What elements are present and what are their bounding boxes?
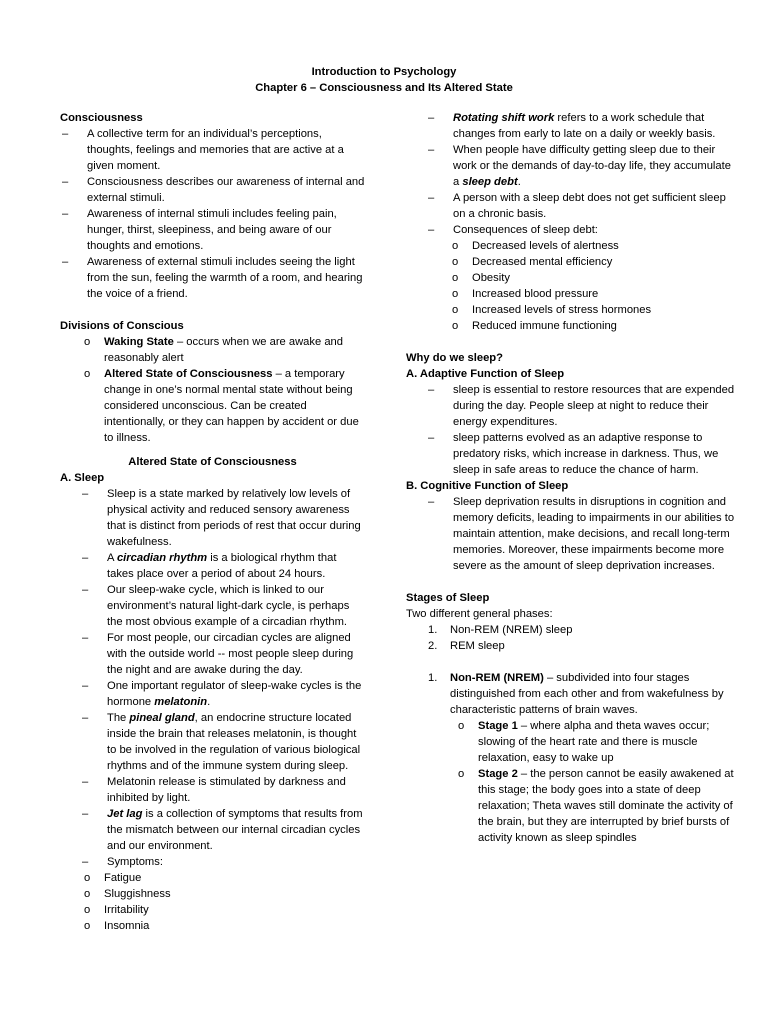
nrem-list [426,670,736,718]
list-item [426,110,736,142]
symptoms-list [80,870,365,934]
list-item [426,670,736,718]
section-heading-divisions: Divisions of Conscious [60,320,184,332]
section-heading-altered-state: Altered State of Consciousness [128,456,297,468]
stages-intro: Two different general phases: [406,608,553,620]
list-item [80,710,365,774]
text: – the person cannot be easily awakened at this stage; the body goes into a state of deep relaxation; Theta waves still dominate the activity of the brain, but they are interrupted by brief bursts of activity known as sleep spindles [478,768,734,844]
nrem-stages-list [454,718,736,846]
consequences-list [448,238,736,334]
sleep-list [80,486,365,870]
divisions-list [80,334,365,446]
text: When people have difficulty getting sleep due to their work or the demands of day-to-day life, they accumulate a [453,144,731,188]
term: Altered State of Consciousness [104,368,273,380]
text: The [107,712,130,724]
list-item: – Sleep deprivation results in disruptions in cognition and memory deficits, leading to impairments in our abilities to maintain attention, make decisions, and recall long-term memories. Moreover, these impairments become more severe as the amount of sleep deprivation increases. [426,494,736,574]
text: One important regulator of sleep-wake cycles is the hormone [107,680,362,708]
list-item [454,718,736,766]
list-item: o Sluggishness [80,886,365,902]
term: Non-REM (NREM) [450,672,544,684]
section-heading-why-sleep: Why do we sleep? [406,352,503,364]
list-item: – sleep is essential to restore resources that are expended during the day. People sleep at night to reduce their energy expenditures. [426,382,736,430]
list-item [426,638,736,654]
list-item [80,334,365,366]
list-item: – Awareness of internal stimuli includes feeling pain, hunger, thirst, sleepiness, and being aware of our thoughts and emotions. [60,206,365,254]
text: Non-REM (NREM) sleep [450,624,573,636]
list-item: – A person with a sleep debt does not get sufficient sleep on a chronic basis. [426,190,736,222]
term: Rotating shift work [453,112,555,124]
text: . [517,176,521,188]
list-item: – For most people, our circadian cycles are aligned with the outside world -- most people sleep during the night and are awake during the day. [80,630,365,678]
list-item: – Symptoms: [80,854,365,870]
list-number: 1. [428,624,438,636]
subheading-adaptive: A. Adaptive Function of Sleep [406,368,565,380]
list-item: – Our sleep-wake cycle, which is linked to our environment’s natural light-dark cycle, is perhaps the most obvious example of a circadian rhythm. [80,582,365,630]
term: Stage 2 [478,768,518,780]
list-item: o Obesity [448,270,736,286]
term: Jet lag [107,808,143,820]
text: , an endocrine structure located inside the brain that releases melatonin, is thought to be involved in the regulation of various biological rhythms and of the immune system during sleep. [107,712,361,772]
term: sleep debt [462,176,518,188]
list-item: o Insomnia [80,918,365,934]
term: Waking State [104,336,174,348]
list-item: – Sleep is a state marked by relatively low levels of physical activity and reduced sensory awareness that is distinct from periods of rest that occur during wakefulness. [80,486,365,550]
list-item: – sleep patterns evolved as an adaptive response to predatory risks, which increase in darkness. Thus, we sleep in safe areas to reduce the chance of harm. [426,430,736,478]
list-item: – Consequences of sleep debt: [426,222,736,238]
list-item: o Fatigue [80,870,365,886]
list-item: o Increased levels of stress hormones [448,302,736,318]
definition: – occurs when we are awake and reasonably alert [104,336,343,364]
term: circadian rhythm [116,552,208,564]
list-item: o Irritability [80,902,365,918]
cognitive-list [426,494,736,574]
list-item: o Reduced immune functioning [448,318,736,334]
list-item: o Decreased mental efficiency [448,254,736,270]
definition: – a temporary change in one’s normal mental state without being considered unconscious. Can be created intentionally, or they can happen by accident or due to illness. [104,368,359,444]
section-heading-consciousness: Consciousness [60,112,143,124]
text: A [107,552,117,564]
list-item [80,366,365,446]
subheading-sleep: A. Sleep [60,472,105,484]
chapter-title: Chapter 6 – Consciousness and Its Altered State [255,82,513,94]
list-number: 2. [428,640,438,652]
section-heading-stages: Stages of Sleep [406,592,490,604]
term: melatonin [154,696,208,708]
text: refers to a work schedule that changes from early to late on a daily or weekly basis. [453,112,716,140]
list-item: – A collective term for an individual’s perceptions, thoughts, feelings and memories that are active at a given moment. [60,126,365,174]
text: is a biological rhythm that takes place over a period of about 24 hours. [107,552,337,580]
list-item [454,766,736,846]
list-item: – Consciousness describes our awareness of internal and external stimuli. [60,174,365,206]
list-item [426,622,736,638]
list-item [80,550,365,582]
list-item: – Awareness of external stimuli includes seeing the light from the sun, feeling the warmth of a room, and hearing the voice of a friend. [60,254,365,302]
subheading-cognitive: B. Cognitive Function of Sleep [406,480,569,492]
list-number: 1. [428,672,438,684]
term: Stage 1 [478,720,518,732]
left-column [60,110,365,934]
phases-list [426,622,736,654]
shift-work-list [426,110,736,238]
list-item [80,806,365,854]
text: REM sleep [450,640,505,652]
right-column [406,110,736,846]
text: . [207,696,211,708]
adaptive-list [426,382,736,478]
document-title: Introduction to Psychology [311,66,457,78]
list-item: o Decreased levels of alertness [448,238,736,254]
text: – where alpha and theta waves occur; slowing of the heart rate and there is muscle relaxation, easy to wake up [478,720,710,764]
list-item [426,142,736,190]
consciousness-list [60,126,365,302]
list-item: o Increased blood pressure [448,286,736,302]
term: pineal gland [129,712,195,724]
list-item: – Melatonin release is stimulated by darkness and inhibited by light. [80,774,365,806]
text: is a collection of symptoms that results from the mismatch between our internal circadian cycles and our environment. [107,808,363,852]
text: – subdivided into four stages distinguished from each other and from wakefulness by characteristic patterns of brain waves. [450,672,724,716]
list-item [80,678,365,710]
